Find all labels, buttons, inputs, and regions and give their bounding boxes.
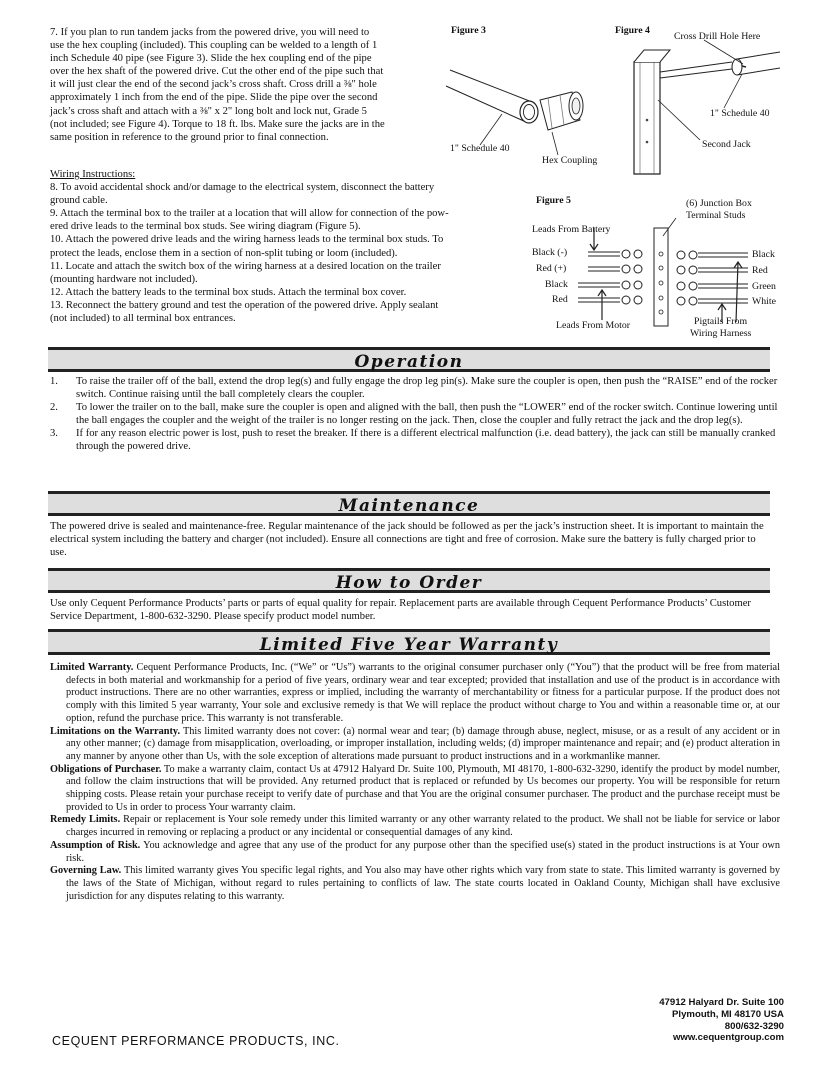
operation-banner [48, 347, 770, 372]
text-line: 11. Locate and attach the switch box of the wiring harness at a desired location on the trailer [50, 260, 441, 272]
text-line: (not included; see Figure 4). Torque to 18 ft. lbs. Make sure the jacks are in the [50, 118, 385, 130]
item-number: 3. [50, 428, 58, 440]
warranty-text [50, 662, 780, 903]
text-line: 12. Attach the battery leads to the terminal box studs. Attach the terminal box cover. [50, 286, 407, 298]
section-heading: Governing Law. [50, 865, 122, 877]
section-heading: Limited Warranty. [50, 662, 134, 673]
item-text: To raise the trailer off of the ball, extend the drop leg(s) and fully engage the drop leg pin(s). Make sure the coupler is open, then push the “RAISE” end of the rocker switch. Continue raising until the ball completely clears the coupler. [76, 376, 778, 401]
figure-4-jack-label: Second Jack [702, 139, 751, 150]
figure-3-title: Figure 3 [451, 25, 486, 36]
figure-4-drawing [612, 22, 782, 178]
text-line: over the hex shaft of the powered drive. Cut the other end of the pipe such that [50, 66, 384, 78]
warranty-section [50, 662, 780, 726]
item-text: To lower the trailer on to the ball, make sure the coupler is open and aligned with the ball, then push the “LOWER” end of the rocker switch. Continue lowering until the ball engages the coupler and the weight of the trailer is no longer resting on the jack. Then, close the coupler and fully retract the jack and the drop leg(s). [76, 402, 778, 427]
text-line: approximately 1 inch from the end of the pipe. Slide the pipe over the second [50, 92, 378, 104]
left-wire-label: Red [552, 294, 568, 305]
text-line: it will just clear the end of the second jack’s cross shaft. Cross drill a ⅜" hole [50, 79, 377, 91]
pigtails-label-1: Pigtails From [694, 316, 748, 327]
right-wire-label: Red [752, 265, 768, 276]
maintenance-text: The powered drive is sealed and maintenance-free. Regular maintenance of the jack should be followed as per the jack’s instruction sheet. It is important to maintain the electrical system including the battery and charger (not included). Ensure all connections are tight and free of corrosion. Make sure the battery is fully charged prior to use. [50, 521, 764, 559]
company-name: CEQUENT PERFORMANCE PRODUCTS, INC. [52, 1034, 340, 1048]
warranty-section [50, 840, 780, 865]
figure-3-pipe-label: 1" Schedule 40 [450, 143, 510, 154]
step-7-paragraph [50, 26, 445, 144]
figure-5 [526, 192, 786, 344]
section-text: This limited warranty does not cover: (a) normal wear and tear; (b) damage through abuse, neglect, misuse, or as a result of any accident or in any other manner; (c) damage from misapplication, overloading, or improper installation, including welds; (d) improper maintenance and repair; and (e) product alteration in any manner by anyone other than Us, with the sole exception of alterations made pursuant to product instructions and in a workmanlike manner. [66, 725, 780, 762]
wiring-heading: Wiring Instructions: [50, 169, 136, 180]
warranty-banner [48, 629, 770, 655]
list-item [50, 401, 780, 427]
figure-4-pipe-label: 1" Schedule 40 [710, 108, 770, 119]
junction-box-label-1: (6) Junction Box [686, 198, 752, 209]
figure-4-drill-label: Cross Drill Hole Here [674, 31, 761, 42]
junction-box-label-2: Terminal Studs [686, 210, 746, 221]
wiring-instructions [50, 168, 520, 325]
operation-title: Operation [354, 352, 464, 372]
item-text: If for any reason electric power is lost, push to reset the breaker. If there is a different electrical malfunction (i.e. dead battery), the jack can still be manually cranked through the powered drive. [76, 428, 776, 453]
warranty-section [50, 814, 780, 839]
text-line: 10. Attach the powered drive leads and the wiring harness leads to the terminal box studs. To [50, 234, 444, 246]
battery-leads-label: Leads From Battery [532, 224, 611, 235]
section-heading: Limitations on the Warranty. [50, 725, 181, 737]
section-text: You acknowledge and agree that any use of the product for any purpose other than the specified use(s) stated in the product instructions is at Your own risk. [66, 839, 781, 864]
item-number: 2. [50, 402, 58, 414]
section-heading: Remedy Limits. [50, 814, 121, 826]
right-wire-label: White [752, 296, 776, 307]
website-link[interactable]: www.cequentgroup.com [672, 1032, 784, 1044]
text-line: 13. Reconnect the battery ground and test the operation of the powered drive. Apply sealant [50, 299, 439, 311]
figure-4-title: Figure 4 [615, 25, 650, 36]
text-line: ground cable. [50, 195, 108, 207]
text-line: 8. To avoid accidental shock and/or damage to the electrical system, disconnect the battery [50, 182, 435, 194]
item-number: 1. [50, 376, 58, 387]
figure-3-coupling-label: Hex Coupling [542, 155, 598, 166]
text-line: (not included) to all terminal box entrances. [50, 313, 236, 325]
left-wire-label: Red (+) [536, 263, 567, 274]
right-wire-label: Green [752, 281, 776, 292]
text-line: 7. If you plan to run tandem jacks from the powered drive, you will need to [50, 27, 370, 38]
text-line: ered drive leads to the terminal box studs. See wiring diagram (Figure 5). [50, 221, 361, 233]
company-address [659, 997, 784, 1044]
order-banner [48, 568, 770, 593]
section-text: Cequent Performance Products, Inc. (“We” or “Us”) warrants to the original consumer purchaser only (“You”) that the product will be free from material defects in both material and workmanship for a period of five years, ordinary wear and tear excepted; provided that installation and use of the product is in accordance with product instructions. There are no other warranties, express or implied, including the warranty of merchantability or fitness for a particular purpose. If the product does not comply with this limited 5 year warranty, Your sole and exclusive remedy is that We will replace the product without charge to You and within a reasonable time or, at our option, refund the purchase price. This warranty is not transferable. [66, 662, 780, 724]
list-item [50, 427, 780, 453]
section-heading: Obligations of Purchaser. [50, 763, 162, 775]
section-text: Repair or replacement is Your sole remedy under this limited warranty or any other warranty related to the product. We shall not be liable for service or labor charges incurred in removing or replacing a product or any incidental or consequential damages of any kind. [66, 814, 781, 839]
figure-4 [612, 22, 782, 178]
list-item [50, 375, 780, 401]
warranty-section [50, 865, 780, 903]
section-text: To make a warranty claim, contact Us at 47912 Halyard Dr. Suite 100, Plymouth, MI 48170, 1-800-632-3290, identify the product by model number, and follow the claim instructions that will be provided. Any returned product that is replaced or refunded by Us becomes our property. You will be responsible for return shipping costs. Please retain your purchase receipt to verify date of purchase and that You are the original consumer purchaser. The product and the purchase receipt must be provided to Us in order to process Your warranty claim. [66, 763, 780, 813]
right-wire-label: Black [752, 249, 775, 260]
warranty-section [50, 726, 780, 764]
address-line: 47912 Halyard Dr. Suite 100 [659, 997, 784, 1008]
left-wire-label: Black [545, 279, 568, 290]
order-title: How to Order [335, 573, 483, 593]
maintenance-banner [48, 491, 770, 516]
maintenance-title: Maintenance [338, 496, 480, 516]
left-wire-label: Black (-) [532, 247, 568, 258]
text-line: 9. Attach the terminal box to the trailer at a location that will allow for connection of the pow- [50, 208, 449, 220]
figure-5-title: Figure 5 [536, 195, 571, 206]
text-line: jack’s cross shaft and attach with a ⅜" x 2" long bolt and lock nut, Grade 5 [50, 105, 367, 117]
text-line: (mounting hardware not included). [50, 273, 198, 285]
warranty-section [50, 764, 780, 815]
warranty-title: Limited Five Year Warranty [259, 635, 559, 655]
pigtails-label-2: Wiring Harness [690, 328, 752, 339]
text-line: protect the leads, enclose them in a section of non-split tubing or loom (included). [50, 247, 398, 259]
figure-3 [440, 22, 610, 172]
operation-list [50, 375, 780, 454]
text-line: use the hex coupling (included). This coupling can be welded to a length of 1 [50, 40, 378, 52]
text-line: same position in reference to the ground prior to final connection. [50, 131, 329, 143]
section-text: This limited warranty gives You specific legal rights, and You also may have other rights which vary from state to state. This limited warranty is governed by the laws of the State of Michigan, without regard to rules pertaining to conflicts of law. The state courts located in Oakland County, Michigan shall have exclusive jurisdiction for any disputes relating to this warranty. [66, 865, 780, 902]
text-line: inch Schedule 40 pipe (see Figure 3). Slide the hex coupling end of the pipe [50, 53, 372, 65]
motor-leads-label: Leads From Motor [556, 320, 631, 331]
section-heading: Assumption of Risk. [50, 839, 141, 851]
phone-number: 800/632-3290 [724, 1020, 784, 1032]
order-text: Use only Cequent Performance Products’ parts or parts of equal quality for repair. Replacement parts are available through Cequent Performance Products’ Customer Service Department, 1-800-632-3290. Please specify product model number. [50, 598, 751, 623]
address-line: Plymouth, MI 48170 USA [672, 1008, 784, 1020]
